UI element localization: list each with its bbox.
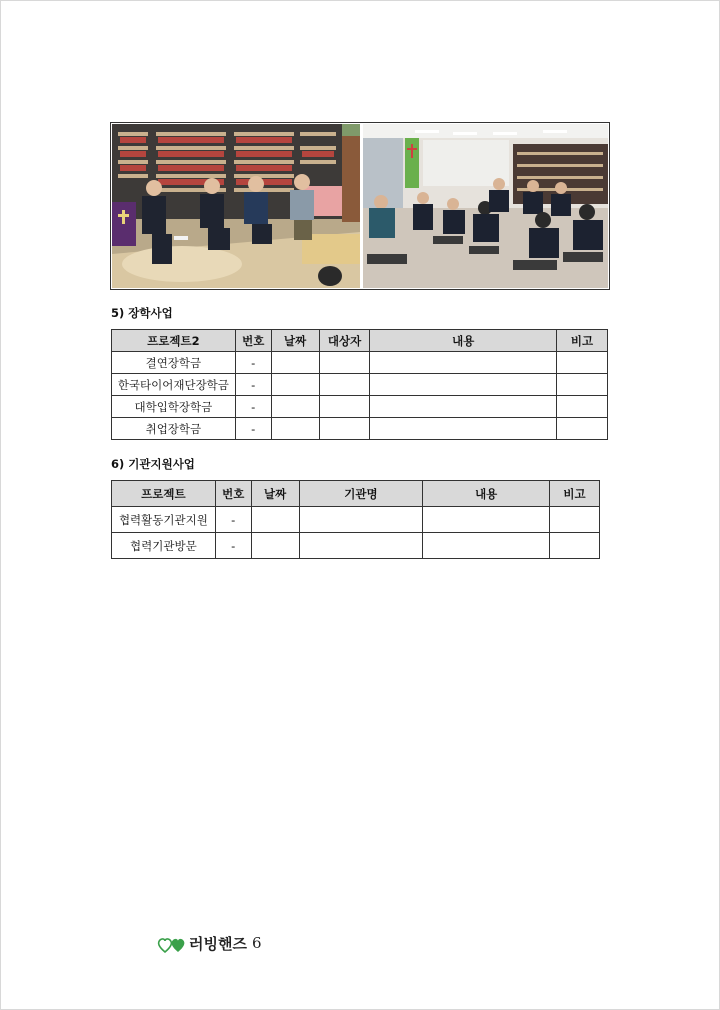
table-row — [112, 507, 600, 533]
cell-number: - — [235, 396, 271, 418]
cell-date — [271, 396, 319, 418]
cell-date — [251, 507, 299, 533]
loving-hands-logo-icon — [157, 932, 187, 954]
cell-content — [370, 396, 557, 418]
header-institution-name: 기관명 — [299, 481, 423, 507]
cell-number: - — [235, 418, 271, 440]
cell-number: - — [235, 352, 271, 374]
cell-remarks — [557, 352, 608, 374]
cell-project: 취업장학금 — [112, 418, 236, 440]
cell-remarks — [557, 396, 608, 418]
header-content: 내용 — [370, 330, 557, 352]
cell-date — [271, 374, 319, 396]
table-header-row — [112, 481, 600, 507]
cell-remarks — [557, 374, 608, 396]
cell-number: - — [215, 533, 251, 559]
photo-library-panel — [112, 124, 360, 288]
cell-project: 한국타이어재단장학금 — [112, 374, 236, 396]
table-row — [112, 352, 608, 374]
table-row — [112, 418, 608, 440]
section-6-title: 6) 기관지원사업 — [111, 457, 195, 471]
header-content: 내용 — [423, 481, 550, 507]
header-remarks: 비고 — [550, 481, 600, 507]
institution-support-table — [111, 480, 600, 559]
footer-brand: 러빙핸즈 — [189, 934, 247, 953]
cell-project: 협력활동기관지원 — [112, 507, 216, 533]
header-number: 번호 — [215, 481, 251, 507]
photo-frame — [110, 122, 610, 290]
cell-content — [423, 507, 550, 533]
header-project: 프로젝트 — [112, 481, 216, 507]
header-number: 번호 — [235, 330, 271, 352]
cell-project: 협력기관방문 — [112, 533, 216, 559]
header-project: 프로젝트2 — [112, 330, 236, 352]
cell-number: - — [215, 507, 251, 533]
cell-content — [370, 352, 557, 374]
cell-content — [370, 418, 557, 440]
cell-project: 대학입학장학금 — [112, 396, 236, 418]
cell-content — [423, 533, 550, 559]
cell-target — [319, 418, 370, 440]
cell-date — [251, 533, 299, 559]
table-row — [112, 533, 600, 559]
header-remarks: 비고 — [557, 330, 608, 352]
scholarship-table — [111, 329, 608, 440]
page-footer — [157, 930, 262, 956]
page-number: 6 — [251, 934, 262, 952]
cell-target — [319, 396, 370, 418]
cell-number: - — [235, 374, 271, 396]
meeting-photo — [363, 124, 608, 288]
table-header-row — [112, 330, 608, 352]
header-date: 날짜 — [251, 481, 299, 507]
cell-institution-name — [299, 533, 423, 559]
cell-remarks — [550, 507, 600, 533]
table-row — [112, 396, 608, 418]
cell-remarks — [550, 533, 600, 559]
header-date: 날짜 — [271, 330, 319, 352]
section-5-title: 5) 장학사업 — [111, 306, 173, 320]
photo-meeting-panel — [363, 124, 608, 288]
cell-target — [319, 374, 370, 396]
cell-date — [271, 352, 319, 374]
table-row — [112, 374, 608, 396]
library-photo — [112, 124, 360, 288]
cell-target — [319, 352, 370, 374]
cell-date — [271, 418, 319, 440]
cell-project: 결연장학금 — [112, 352, 236, 374]
cell-content — [370, 374, 557, 396]
cell-institution-name — [299, 507, 423, 533]
header-target: 대상자 — [319, 330, 370, 352]
cell-remarks — [557, 418, 608, 440]
